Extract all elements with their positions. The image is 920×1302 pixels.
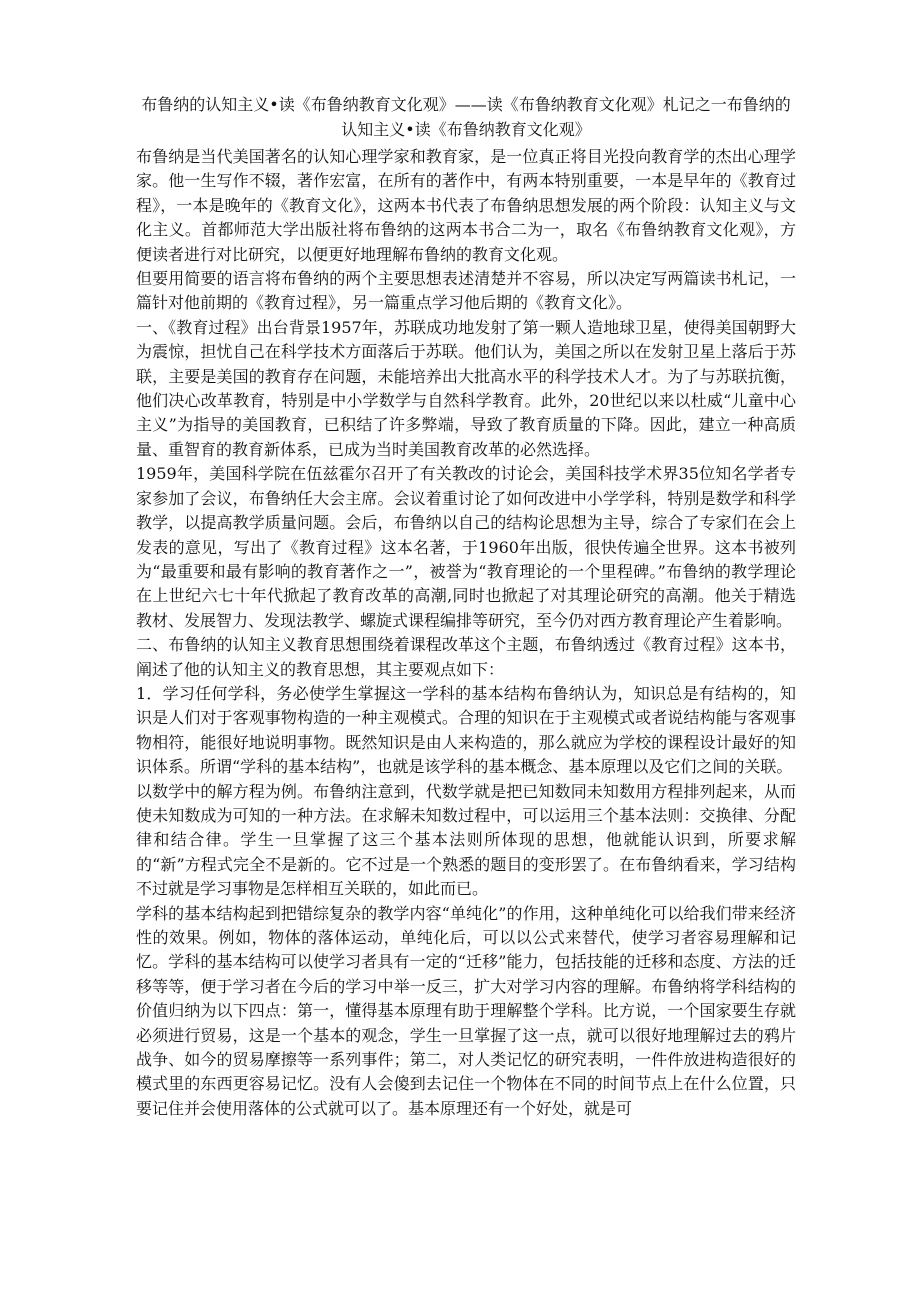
paragraph-intro: 布鲁纳是当代美国著名的认知心理学家和教育家，是一位真正将目光投向教育学的杰出心理学家。他一生写作不辍，著作宏富，在所有的著作中，有两本特别重要，一本是早年的《教育过程》，一本是晚年的《教育文化》，这两本书代表了布鲁纳思想发展的两个阶段：认知主义与文化主义。首都师范大学出版社将布鲁纳的这两本书合二为一，取名《布鲁纳教育文化观》，方便读者进行对比研究，以便更好地理解布鲁纳的教育文化观。 xyxy=(136,147,796,264)
paragraph-math-example: 以数学中的解方程为例。布鲁纳注意到，代数学就是把已知数同未知数用方程排列起来，从而使未知数成为可知的一种方法。在求解未知数过程中，可以运用三个基本法则：交换律、分配律和结合律。学生一旦掌握了这三个基本法则所体现的思想，他就能认识到，所要求解的“新”方程式完全不是新的。它不过是一个熟悉的题目的变形罢了。在布鲁纳看来，学习结构不过就是学习事物是怎样相互关联的，如此而已。 xyxy=(136,781,796,899)
paragraph-structure-value: 学科的基本结构起到把错综复杂的教学内容“单纯化”的作用，这种单纯化可以给我们带来经济性的效果。例如，物体的落体运动，单纯化后，可以以公式来替代，使学习者容易理解和记忆。学科的基本结构可以使学习者具有一定的“迁移”能力，包括技能的迁移和态度、方法的迁移等等，便于学习者在今后的学习中举一反三，扩大对学习内容的理解。布鲁纳将学科结构的价值归纳为以下四点：第一，懂得基本原理有助于理解整个学科。比方说，一个国家要生存就必须进行贸易，这是一个基本的观念，学生一旦掌握了这一点，就可以很好地理解过去的鸦片战争、如今的贸易摩擦等一系列事件；第二，对人类记忆的研究表明，一件件放进构造很好的模式里的东西更容易记忆。没有人会傻到去记住一个物体在不同的时间节点上在什么位置，只要记住并会使用落体的公式就可以了。基本原理还有一个好处，就是可 xyxy=(136,903,796,1118)
document-title: 布鲁纳的认知主义•读《布鲁纳教育文化观》——读《布鲁纳教育文化观》札记之一布鲁纳的认知主义•读《布鲁纳教育文化观》 xyxy=(141,95,791,139)
paragraph-point-1: 1．学习任何学科，务必使学生掌握这一学科的基本结构布鲁纳认为，知识总是有结构的，知识是人们对于客观事物构造的一种主观模式。合理的知识在于主观模式或者说结构能与客观事物相符，能很好地说明事物。既然知识是由人来构造的，那么就应为学校的课程设计最好的知识体系。所谓“学科的基本结构”，也就是该学科的基本概念、基本原理以及它们之间的关联。 xyxy=(136,683,796,777)
paragraph-cognitive-thought: 二、布鲁纳的认知主义教育思想围绕着课程改革这个主题，布鲁纳透过《教育过程》这本书，阐述了他的认知主义的教育思想，其主要观点如下： xyxy=(136,635,796,679)
document-page xyxy=(136,92,796,1121)
paragraph-background: 一、《教育过程》出台背景1957年，苏联成功地发射了第一颗人造地球卫星，使得美国朝野大为震惊，担忧自己在科学技术方面落后于苏联。他们认为，美国之所以在发射卫星上落后于苏联，主要是美国的教育存在问题，未能培养出大批高水平的科学技术人才。为了与苏联抗衡，他们决心改革教育，特别是中小学数学与自然科学教育。此外，20世纪以来以杜威“儿童中心主义”为指导的美国教育，已积结了许多弊端，导致了教育质量的下降。因此，建立一种高质量、重智育的教育新体系，已成为当时美国教育改革的必然选择。 xyxy=(136,317,796,459)
paragraph-plan: 但要用简要的语言将布鲁纳的两个主要思想表述清楚并不容易，所以决定写两篇读书札记，一篇针对他前期的《教育过程》，另一篇重点学习他后期的《教育文化》。 xyxy=(136,269,796,313)
paragraph-1959-conference: 1959年，美国科学院在伍兹霍尔召开了有关教改的讨论会，美国科技学术界35位知名学者专家参加了会议，布鲁纳任大会主席。会议着重讨论了如何改进中小学学科，特别是数学和科学教学，以提高教学质量问题。会后，布鲁纳以自己的结构论思想为主导，综合了专家们在会上发表的意见，写出了《教育过程》这本名著，于1960年出版，很快传遍全世界。这本书被列为“最重要和最有影响的教育著作之一”，被誉为“教育理论的一个里程碑。”布鲁纳的教学理论在上世纪六七十年代掀起了教育改革的高潮,同时也掀起了对其理论研究的高潮。他关于精选教材、发展智力、发现法教学、螺旋式课程编排等研究，至今仍对西方教育理论产生着影响。 xyxy=(136,464,796,630)
